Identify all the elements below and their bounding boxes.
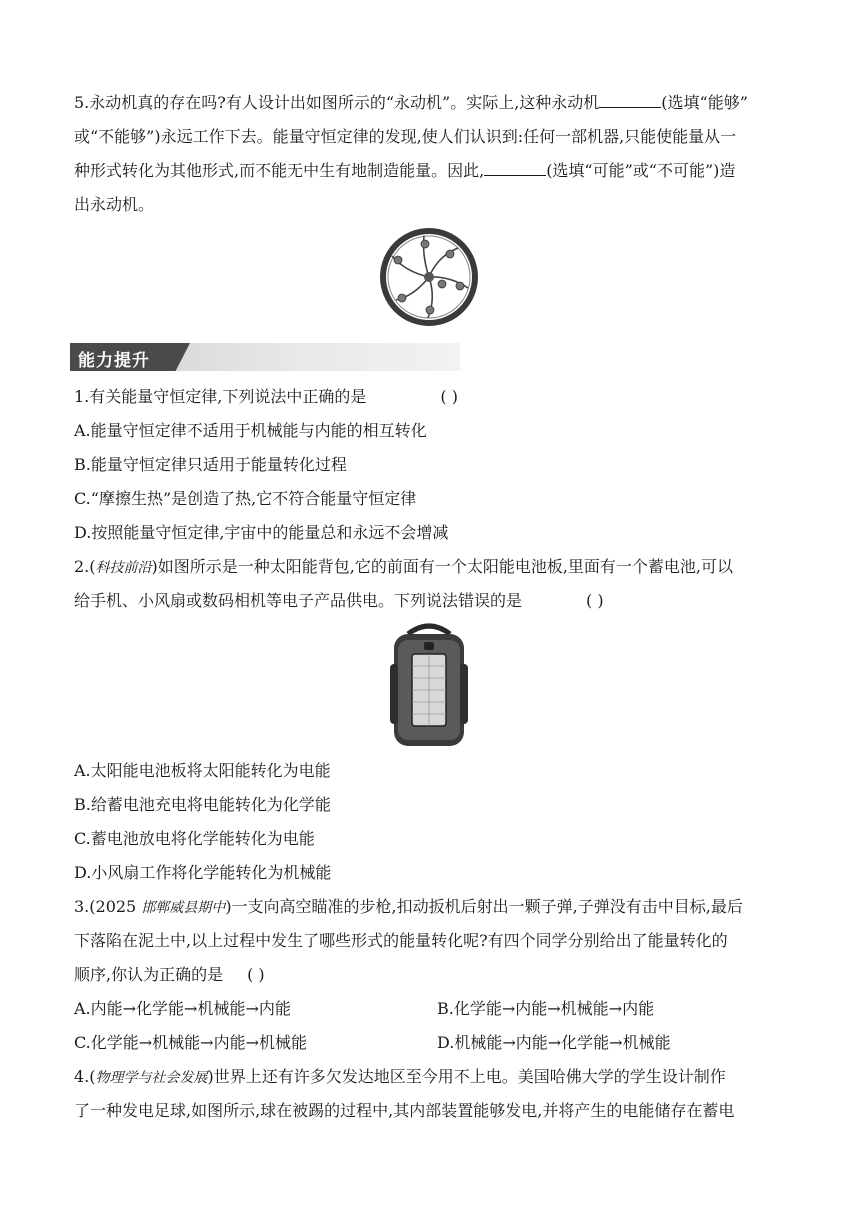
q2-option-d: D.小风扇工作将化学能转化为机械能 <box>74 863 332 882</box>
q2-line-1: 2.(科技前沿)如图所示是一种太阳能背包,它的前面有一个太阳能电池板,里面有一个蓄电池,可以 <box>74 557 734 576</box>
q5-text: (选填“能够” <box>661 93 748 112</box>
q3-line-3: 顺序,你认为正确的是 ( ) <box>74 965 265 984</box>
q5-line-3 <box>74 160 735 182</box>
answer-blank-1[interactable] <box>599 92 661 108</box>
q3-line-1: 3.(2025 邯郸威县期中)一支向高空瞄准的步枪,扣动扳机后射出一颗子弹,子弹没有击中目标,最后 <box>74 897 743 916</box>
q1-option-a: A.能量守恒定律不适用于机械能与内能的相互转化 <box>74 421 427 440</box>
q3-tag: 邯郸威县期中 <box>141 900 226 916</box>
q3-option-d: D.机械能→内能→化学能→机械能 <box>437 1033 671 1052</box>
q5-text: (选填“可能”或“不可能”)造 <box>546 161 736 180</box>
answer-paren[interactable]: ( ) <box>247 965 265 984</box>
section-banner <box>70 343 460 371</box>
q5-line-4: 出永动机。 <box>74 195 155 214</box>
q4-line-1: 4.(物理学与社会发展)世界上还有许多欠发达地区至今用不上电。美国哈佛大学的学生设计制作 <box>74 1067 726 1086</box>
q4-line-2: 了一种发电足球,如图所示,球在被踢的过程中,其内部装置能够发电,并将产生的电能储存在蓄电 <box>74 1101 735 1120</box>
q3-option-b: B.化学能→内能→机械能→内能 <box>437 999 655 1018</box>
q1-stem: 1.有关能量守恒定律,下列说法中正确的是 ( ) <box>74 387 458 406</box>
q5-line-2: 或“不能够”)永远工作下去。能量守恒定律的发现,使人们认识到:任何一部机器,只能使能量从一 <box>74 127 737 146</box>
q2-tag: 科技前沿 <box>95 560 152 576</box>
q5-text: 5.永动机真的存在吗?有人设计出如图所示的“永动机”。实际上,这种永动机 <box>74 93 600 112</box>
q2-option-c: C.蓄电池放电将化学能转化为电能 <box>74 829 315 848</box>
q2-line-2: 给手机、小风扇或数码相机等电子产品供电。下列说法错误的是 ( ) <box>74 591 604 610</box>
q5-line-1 <box>74 92 748 114</box>
answer-blank-2[interactable] <box>484 160 546 176</box>
q5-text: 种形式转化为其他形式,而不能无中生有地制造能量。因此, <box>74 161 485 180</box>
q2-option-b: B.给蓄电池充电将电能转化为化学能 <box>74 795 331 814</box>
q4-tag: 物理学与社会发展 <box>95 1070 208 1086</box>
q1-option-d: D.按照能量守恒定律,宇宙中的能量总和永远不会增减 <box>74 523 449 542</box>
q3-line-2: 下落陷在泥土中,以上过程中发生了哪些形式的能量转化呢?有四个同学分别给出了能量转化的 <box>74 931 728 950</box>
answer-paren[interactable]: ( ) <box>586 591 604 610</box>
section-title: 能力提升 <box>78 351 150 371</box>
q3-option-a: A.内能→化学能→机械能→内能 <box>74 999 291 1018</box>
perpetual-motion-wheel-figure <box>378 226 480 328</box>
q1-option-b: B.能量守恒定律只适用于能量转化过程 <box>74 455 347 474</box>
solar-backpack-figure <box>388 620 470 750</box>
q3-option-c: C.化学能→机械能→内能→机械能 <box>74 1033 307 1052</box>
q1-option-c: C.“摩擦生热”是创造了热,它不符合能量守恒定律 <box>74 489 417 508</box>
answer-paren[interactable]: ( ) <box>440 387 458 406</box>
q2-option-a: A.太阳能电池板将太阳能转化为电能 <box>74 761 331 780</box>
